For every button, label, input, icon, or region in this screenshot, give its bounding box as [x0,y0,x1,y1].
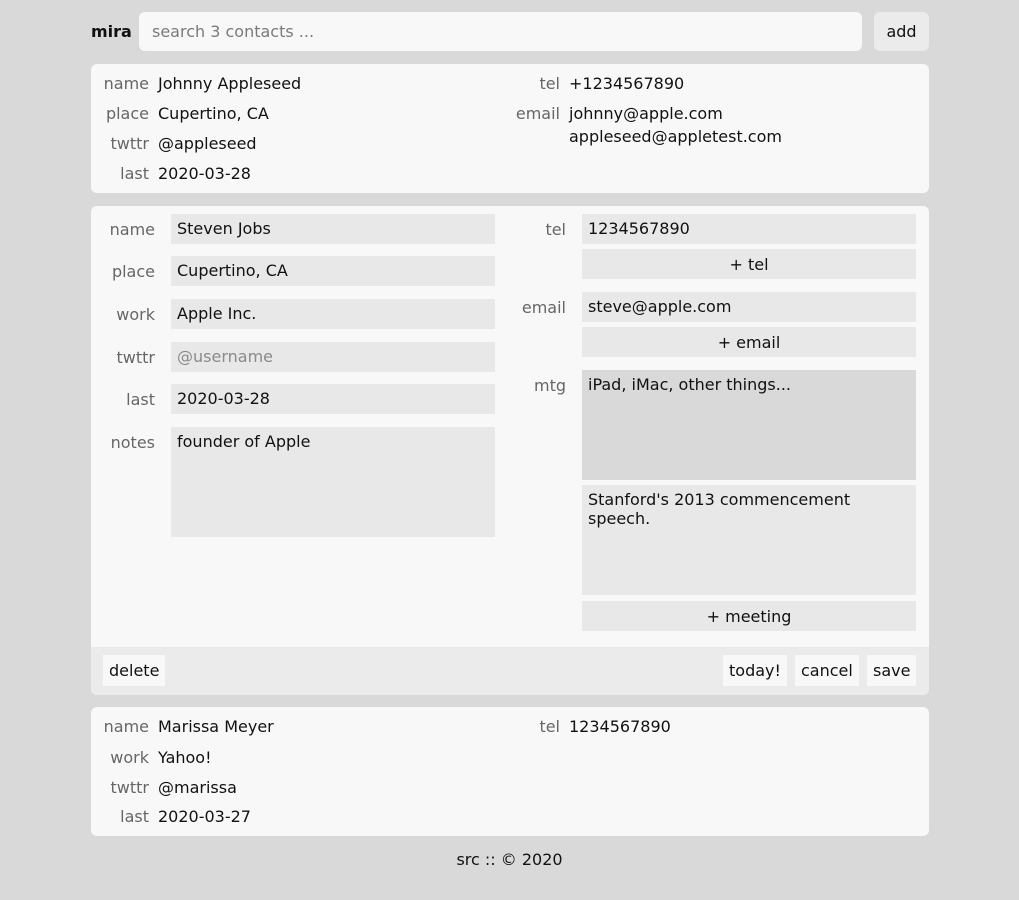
header [91,12,929,52]
contact-tel: +1234567890 [569,74,685,93]
add-tel-button[interactable]: + tel [582,249,916,279]
field-label: last [120,807,149,826]
contact-last: 2020-03-28 [158,164,251,183]
field-label: last [126,390,155,409]
field-label: place [111,262,155,281]
contact-twitter: @appleseed [158,134,257,153]
contact-field-row [91,715,274,739]
contact-name: Marissa Meyer [158,717,274,736]
field-label: email [515,104,560,123]
field-label: work [116,305,155,324]
edit-action-bar [91,647,929,695]
contact-field-row [91,805,251,829]
field-label: notes [110,433,155,452]
contact-field-row [496,72,684,96]
field-label: mtg [533,376,566,395]
contact-edit-card [91,206,929,695]
cancel-button[interactable]: cancel [795,655,859,686]
contact-field-row [91,132,257,156]
contact-field-row [91,102,269,126]
contact-field-row [91,746,212,770]
add-contact-button[interactable]: add [874,12,929,51]
meeting-textarea[interactable] [582,485,916,595]
field-label: tel [545,220,566,239]
field-label: work [110,748,149,767]
tel-input[interactable] [582,214,916,244]
field-label: name [109,220,155,239]
contact-email: appleseed@appletest.com [569,127,782,146]
field-label: twttr [110,778,149,797]
contact-field-row [91,72,301,96]
work-input[interactable] [171,299,495,329]
field-label: tel [539,74,560,93]
contact-last: 2020-03-27 [158,807,251,826]
contact-email: johnny@apple.com [569,104,723,123]
email-input[interactable] [582,292,916,322]
delete-button[interactable]: delete [103,655,165,686]
contact-name: Johnny Appleseed [158,74,302,93]
add-meeting-button[interactable]: + meeting [582,601,916,631]
contact-field-row [496,102,723,126]
place-input[interactable] [171,256,495,286]
contact-twitter: @marissa [158,778,237,797]
name-input[interactable] [171,214,495,244]
add-email-button[interactable]: + email [582,327,916,357]
app-logo: mira [91,22,132,41]
contact-card[interactable] [91,707,929,836]
field-label: tel [539,717,560,736]
field-label: name [103,717,149,736]
contact-work: Yahoo! [158,748,212,767]
notes-textarea[interactable] [171,427,495,537]
contact-field-row [91,162,251,186]
meeting-textarea[interactable] [582,370,916,480]
contact-email-extra [569,125,782,149]
field-label: twttr [110,134,149,153]
contact-field-row [91,776,237,800]
field-label: place [105,104,149,123]
search-input[interactable] [139,12,862,51]
field-label: name [103,74,149,93]
page-footer: src :: © 2020 [456,850,563,869]
contact-field-row [496,715,671,739]
save-button[interactable]: save [867,655,916,686]
today-button[interactable]: today! [723,655,787,686]
contact-tel: 1234567890 [569,717,671,736]
field-label: last [120,164,149,183]
contact-card[interactable] [91,64,929,193]
field-label: email [521,298,566,317]
field-label: twttr [116,348,155,367]
last-input[interactable] [171,384,495,414]
twitter-input[interactable] [171,342,495,372]
contact-place: Cupertino, CA [158,104,269,123]
